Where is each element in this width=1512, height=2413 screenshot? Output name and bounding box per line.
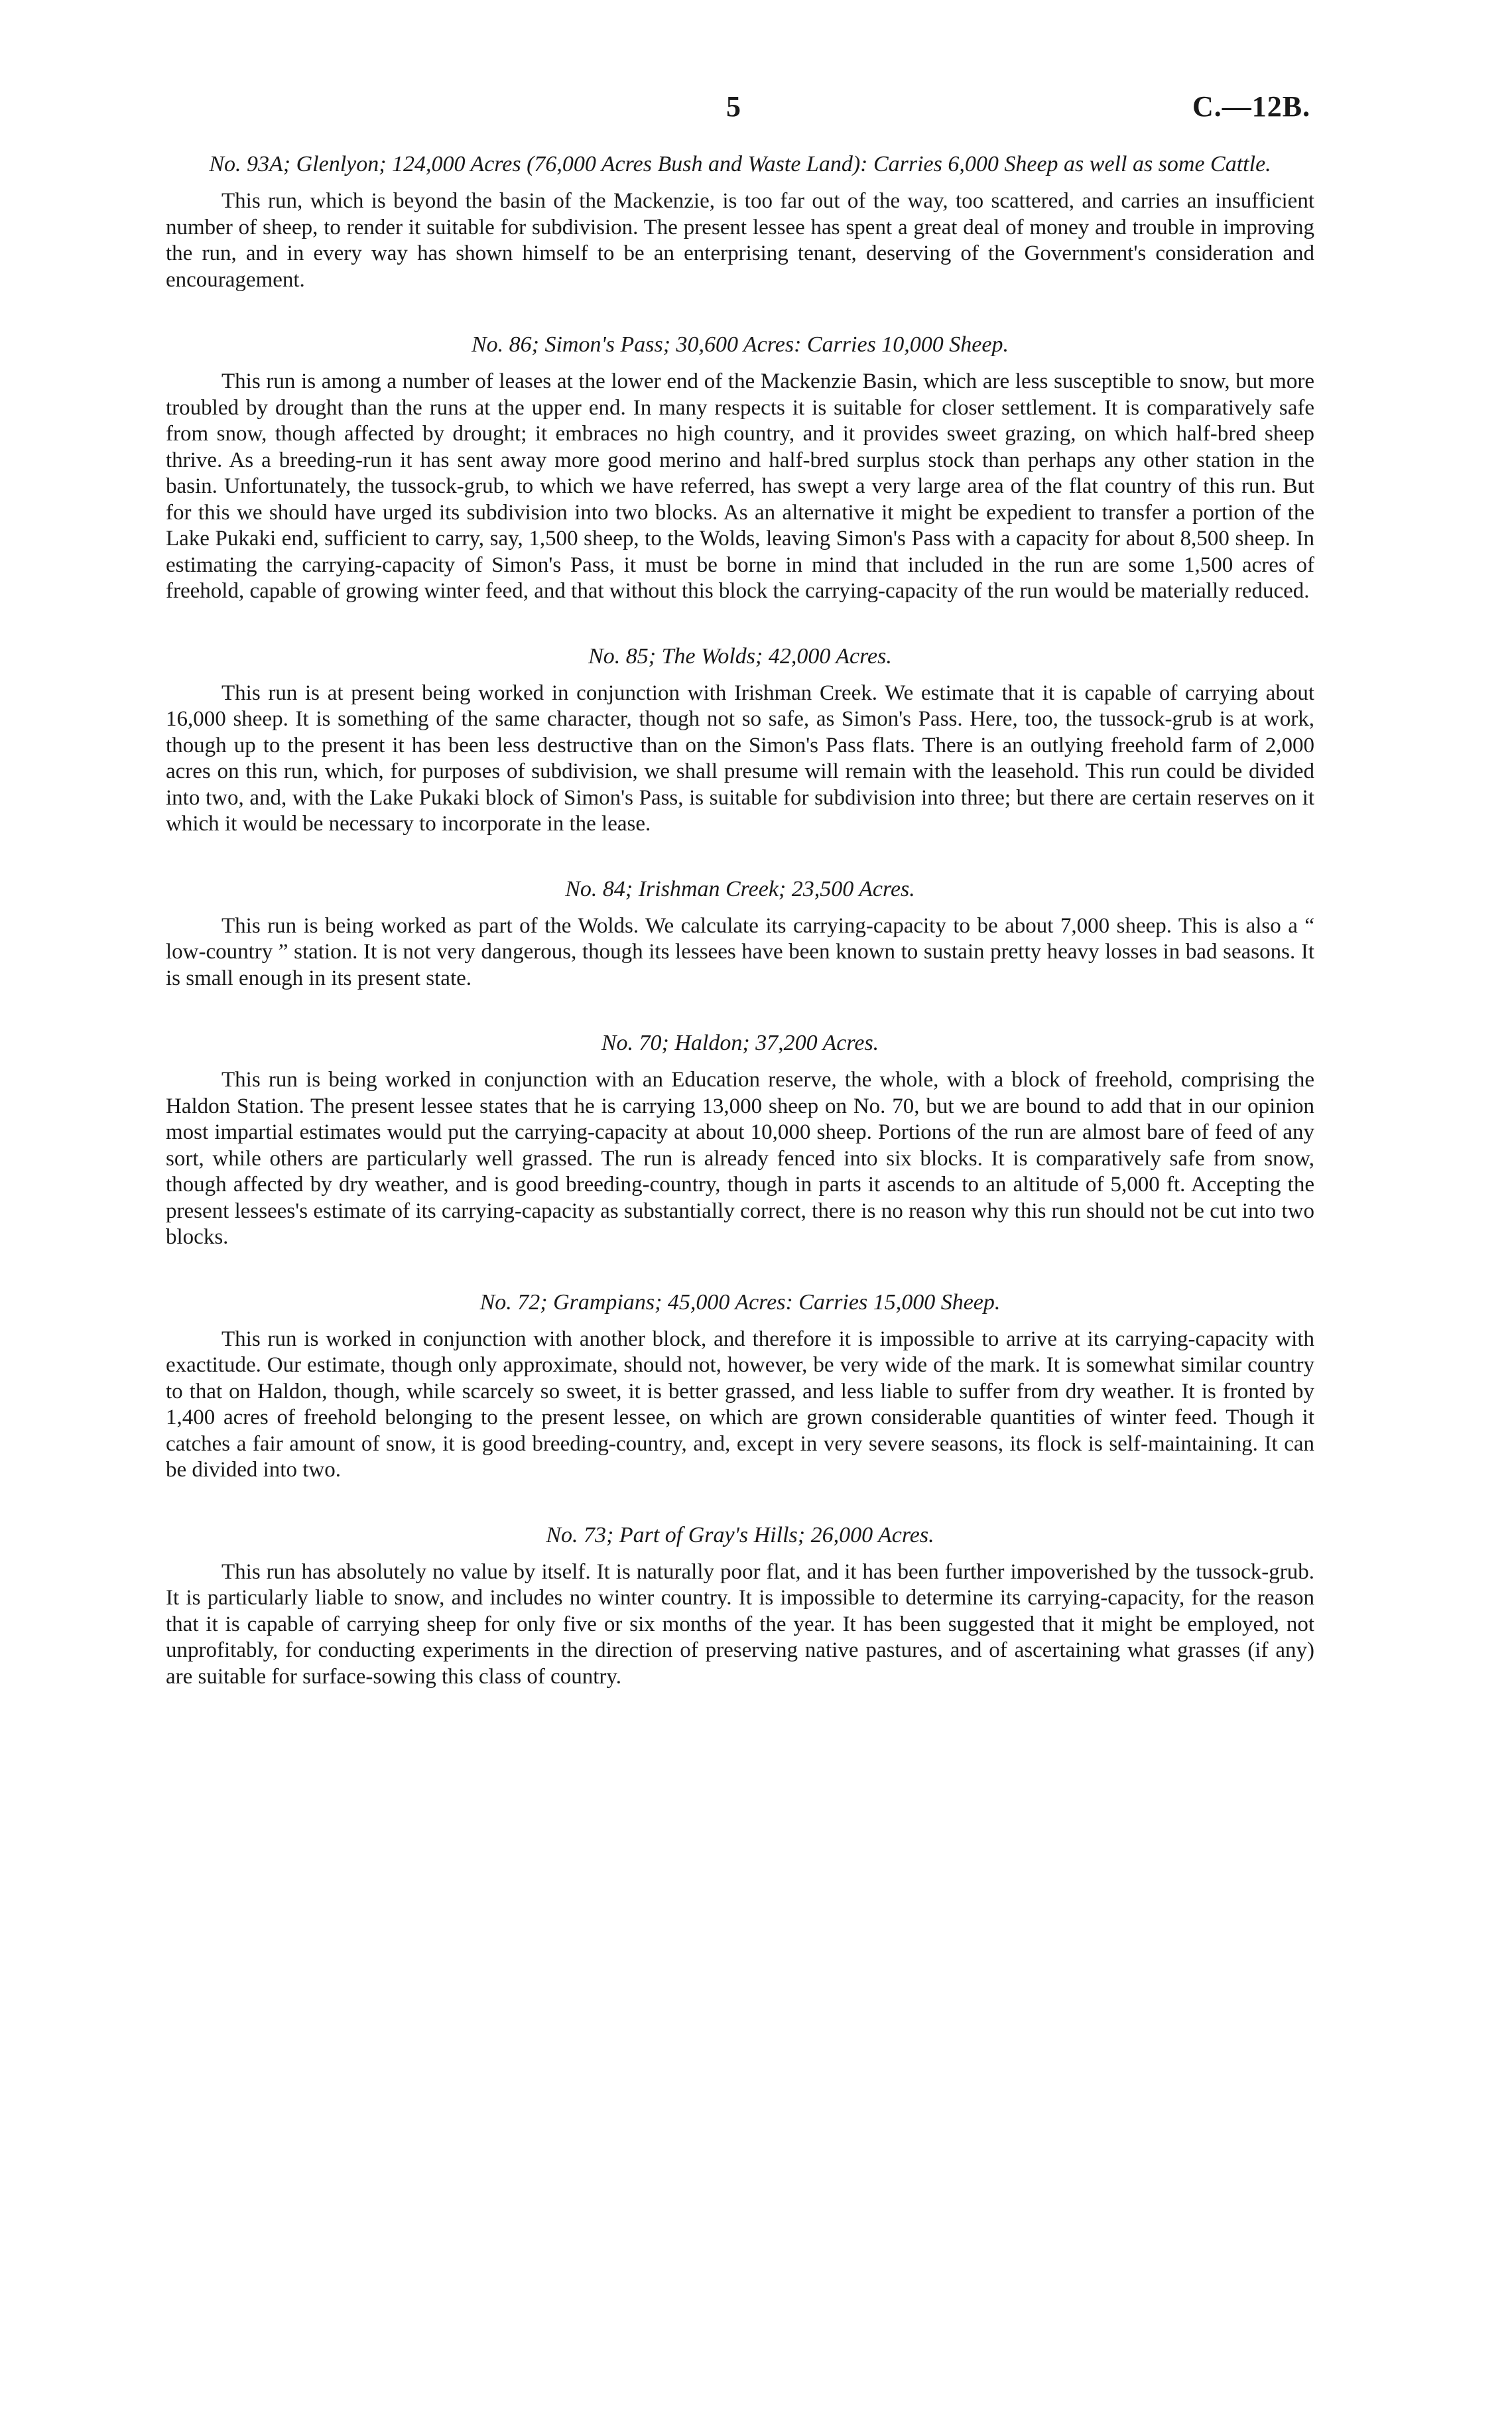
section-heading: No. 85; The Wolds; 42,000 Acres.	[588, 643, 892, 669]
section-heading: No. 73; Part of Gray's Hills; 26,000 Acres.	[546, 1522, 934, 1547]
section-paragraph: This run is being worked as part of the Wolds. We calculate its carrying-capacity to be about 7,000 sheep. This is also a “ low-country ” station. It is not very dangerous, though its lessees have been known to sustain pretty heavy losses in bad seasons. It is small enough in its present state.	[166, 913, 1314, 990]
section-paragraph: This run is being worked in conjunction with an Education reserve, the whole, with a block of freehold, comprising the Haldon Station. The present lessee states that he is carrying 13,000 sheep on No. 70, but we are bound to add that in our opinion most impartial estimates would put the carrying-capacity at about 10,000 sheep. Portions of the run are almost bare of feed of any sort, while others are particularly well grassed. The run is already fenced into six blocks. It is comparatively safe from snow, though affected by dry weather, and is good breeding-country, though in parts it ascends to an altitude of 5,000 ft. Accepting the present lessees's estimate of its carrying-capacity as substantially correct, there is no reason why this run should not be cut into two blocks.	[166, 1068, 1314, 1249]
section-heading: No. 70; Haldon; 37,200 Acres.	[601, 1031, 879, 1055]
section-heading: No. 72; Grampians; 45,000 Acres: Carries 15,000 Sheep.	[479, 1289, 1001, 1315]
page-header	[0, 90, 1512, 129]
section-paragraph: This run is at present being worked in conjunction with Irishman Creek. We estimate that it is capable of carrying about 16,000 sheep. It is something of the same character, though not so safe, as Simon's Pass. Here, too, the tussock-grub is at work, though up to the present it has been less destructive than on the Simon's Pass flats. There is an outlying freehold farm of 2,000 acres on this run, which, for purposes of subdivision, we shall presume will remain with the leasehold. This run could be divided into two, and, with the Lake Pukaki block of Simon's Pass, is suitable for subdivision into three; but there are certain reserves on it which it would be necessary to incorporate in the lease.	[166, 681, 1314, 836]
section-simons-pass	[166, 332, 1314, 605]
section-heading: No. 93A; Glenlyon; 124,000 Acres (76,000 Acres Bush and Waste Land): Carries 6,000 Sheep as well as some Cattle.	[209, 152, 1271, 176]
section-paragraph: This run is among a number of leases at the lower end of the Mackenzie Basin, which are less susceptible to snow, but more troubled by drought than the runs at the upper end. In many respects it is suitable for closer settlement. It is comparatively safe from snow, though affected by drought; it embraces no high country, and it provides sweet grazing, on which half-bred sheep thrive. As a breeding-run it has sent away more good merino and half-bred surplus stock than perhaps any other station in the basin. Unfortunately, the tussock-grub, to which we have referred, has swept a very large area of the flat country of this run. But for this we should have urged its subdivision into two blocks. As an alternative it might be expedient to transfer a portion of the Lake Pukaki end, sufficient to carry, say, 1,500 sheep, to the Wolds, leaving Simon's Pass with a capacity for about 8,500 sheep. In estimating the carrying-capacity of Simon's Pass, it must be borne in mind that included in the run are some 1,500 acres of freehold, capable of growing winter feed, and that without this block the carrying-capacity of the run would be materially reduced.	[166, 369, 1314, 603]
document-body	[166, 151, 1314, 1728]
section-paragraph: This run has absolutely no value by itself. It is naturally poor flat, and it has been further impoverished by the tussock-grub. It is particularly liable to snow, and includes no winter country. It is impossible to determine its carrying-capacity, for the reason that it is capable of carrying sheep for only five or six months of the year. It has been suggested that it might be employed, not unprofitably, for conducting experiments in the direction of preserving native pastures, and of ascertaining what grasses (if any) are suitable for surface-sowing this class of country.	[166, 1559, 1314, 1689]
section-glenlyon	[166, 151, 1314, 293]
document-reference: C.—12B.	[1192, 90, 1311, 123]
section-paragraph: This run is worked in conjunction with another block, and therefore it is impossible to arrive at its carrying-capacity with exactitude. Our estimate, though only approximate, should not, however, be very wide of the mark. It is somewhat similar country to that on Haldon, though, while scarcely so sweet, it is better grassed, and less liable to suffer from dry weather. It is fronted by 1,400 acres of freehold belonging to the present lessee, on which are grown considerable quantities of winter feed. Though it catches a fair amount of snow, it is good breeding-country, and, except in very severe seasons, its flock is self-maintaining. It can be divided into two.	[166, 1327, 1314, 1482]
section-irishman-creek	[166, 876, 1314, 992]
section-heading: No. 84; Irishman Creek; 23,500 Acres.	[565, 876, 915, 901]
section-the-wolds	[166, 643, 1314, 838]
section-paragraph: This run, which is beyond the basin of the Mackenzie, is too far out of the way, too scattered, and carries an insufficient number of sheep, to render it suitable for subdivision. The present lessee has spent a great deal of money and trouble in improving the run, and in every way has shown himself to be an enterprising tenant, deserving of the Government's consideration and encouragement.	[166, 189, 1314, 292]
section-grays-hills	[166, 1522, 1314, 1691]
page-number: 5	[726, 90, 741, 123]
section-heading: No. 86; Simon's Pass; 30,600 Acres: Carries 10,000 Sheep.	[471, 332, 1009, 357]
section-haldon	[166, 1030, 1314, 1251]
section-grampians	[166, 1289, 1314, 1484]
